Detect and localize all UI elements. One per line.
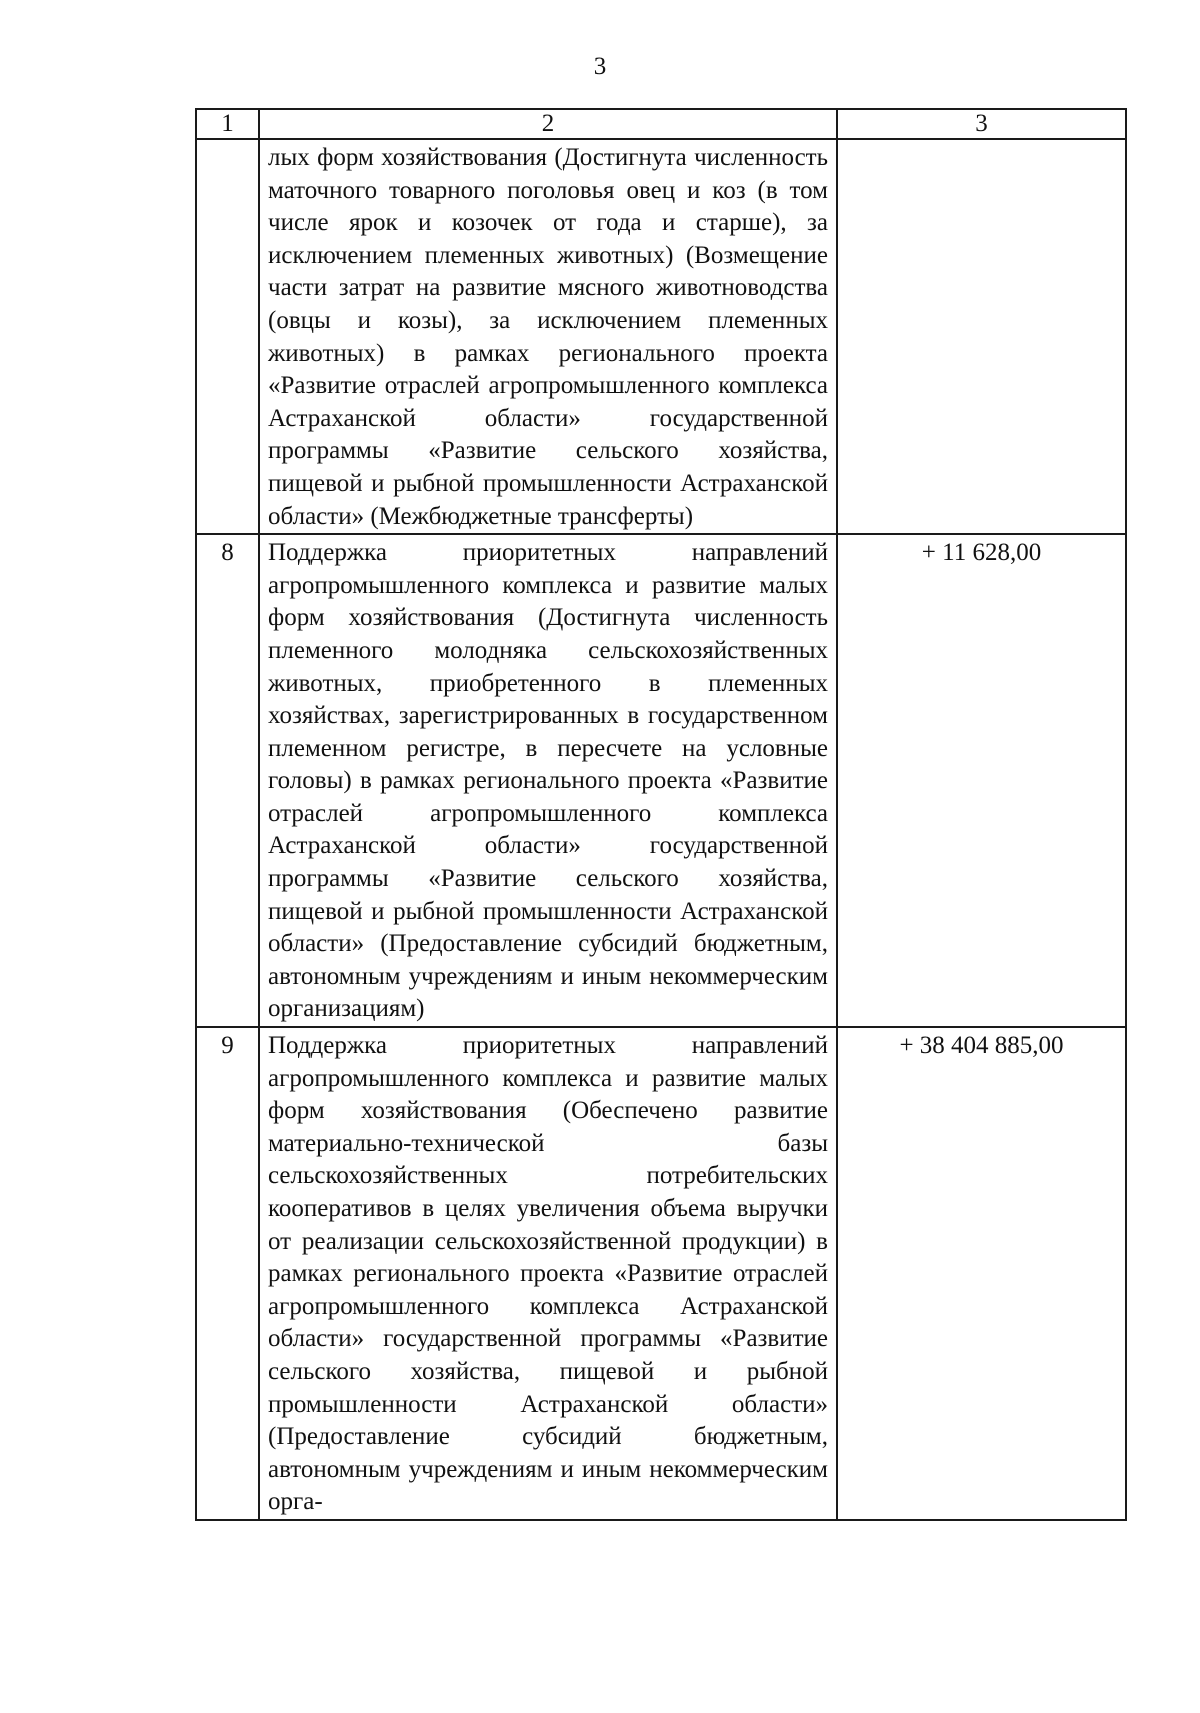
table-header-row [196, 109, 1126, 139]
table-row [196, 534, 1126, 1027]
row-amount [837, 139, 1126, 534]
row-amount: + 38 404 885,00 [837, 1027, 1126, 1520]
page-number: 3 [593, 53, 607, 80]
table-row [196, 139, 1126, 534]
row-description: Поддержка приоритетных направлений агропромышленного комплекса и развитие малых форм хозяйствования (Достигнута численность племенного молодняка сельскохозяйственных животных, приобретенного в племенных хозяйствах, зарегистрированных в государственном племенном регистре, в пересчете на условные головы) в рамках регионального проекта «Развитие отраслей агропромышленного комплекса Астраханской области» государственной программы «Развитие сельского хозяйства, пищевой и рыбной промышленности Астраханской области» (Предоставление субсидий бюджетным, автономным учреждениям и иным некоммерческим организациям) [259, 534, 837, 1027]
budget-table [195, 108, 1127, 1521]
row-description: лых форм хозяйствования (Достигнута численность маточного товарного поголовья овец и коз (в том числе ярок и козочек от года и старше), за исключением племенных животных) (Возмещение части затрат на развитие мясного животноводства (овцы и козы), за исключением племенных животных) в рамках регионального проекта «Развитие отраслей агропромышленного комплекса Астраханской области» государственной программы «Развитие сельского хозяйства, пищевой и рыбной промышленности Астраханской области» (Межбюджетные трансферты) [259, 139, 837, 534]
row-number: 9 [196, 1027, 259, 1520]
row-amount: + 11 628,00 [837, 534, 1126, 1027]
column-header-3: 3 [837, 109, 1126, 139]
table-row [196, 1027, 1126, 1520]
row-number [196, 139, 259, 534]
column-header-1: 1 [196, 109, 259, 139]
column-header-2: 2 [259, 109, 837, 139]
row-number: 8 [196, 534, 259, 1027]
row-description: Поддержка приоритетных направлений агропромышленного комплекса и развитие малых форм хозяйствования (Обеспечено развитие материально-технической базы сельскохозяйственных потребительских кооперативов в целях увеличения объема выручки от реализации сельскохозяйственной продукции) в рамках регионального проекта «Развитие отраслей агропромышленного комплекса Астраханской области» государственной программы «Развитие сельского хозяйства, пищевой и рыбной промышленности Астраханской области» (Предоставление субсидий бюджетным, автономным учреждениям и иным некоммерческим орга- [259, 1027, 837, 1520]
